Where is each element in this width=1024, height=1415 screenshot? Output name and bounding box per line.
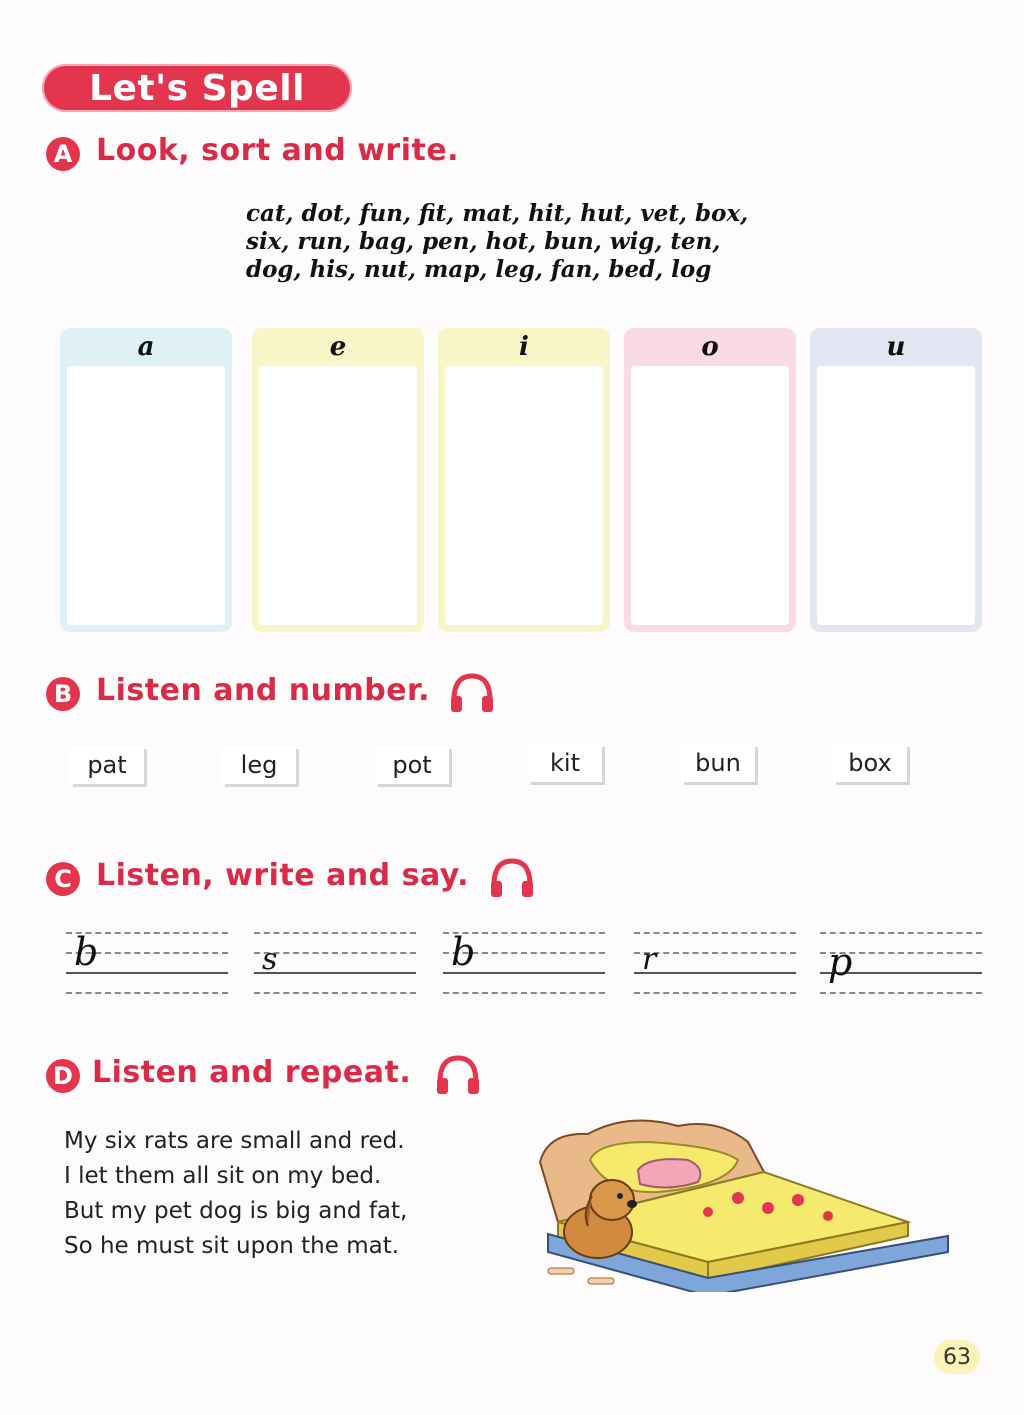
section-d-title: Listen and repeat. <box>92 1055 412 1090</box>
vowel-answer-area[interactable] <box>259 366 417 625</box>
poem <box>64 1124 407 1264</box>
section-b-title: Listen and number. <box>96 673 430 708</box>
vowel-answer-area[interactable] <box>445 366 603 625</box>
writing-line[interactable] <box>820 930 982 996</box>
word-bank-line: dog, his, nut, map, leg, fan, bed, log <box>246 256 712 283</box>
vowel-column-i <box>438 328 610 632</box>
poem-line: But my pet dog is big and fat, <box>64 1198 408 1224</box>
vowel-label: a <box>137 332 155 362</box>
word-card: box <box>833 744 907 782</box>
section-a-title: Look, sort and write. <box>96 133 460 168</box>
section-c-badge: C <box>46 862 80 896</box>
section-b-badge: B <box>46 677 80 711</box>
writing-letter: b <box>74 930 99 974</box>
writing-line[interactable] <box>634 930 796 996</box>
vowel-answer-area[interactable] <box>817 366 975 625</box>
page-title: Let's Spell <box>42 64 352 112</box>
word-card: kit <box>528 744 602 782</box>
word-bank <box>246 200 846 284</box>
poem-line: I let them all sit on my bed. <box>64 1163 382 1189</box>
dog-and-bed-illustration <box>528 1112 958 1292</box>
word-card: bun <box>681 744 755 782</box>
section-d-badge: D <box>46 1059 80 1093</box>
vowel-label: i <box>519 332 529 362</box>
page-number: 63 <box>934 1340 980 1374</box>
vowel-answer-area[interactable] <box>67 366 225 625</box>
word-bank-line: six, run, bag, pen, hot, bun, wig, ten, <box>246 228 721 255</box>
writing-letter: b <box>451 930 476 974</box>
writing-letter: r <box>642 942 657 977</box>
vowel-label: e <box>329 332 347 362</box>
headphones-icon[interactable] <box>488 855 536 899</box>
poem-line: My six rats are small and red. <box>64 1128 405 1154</box>
writing-line[interactable] <box>66 930 228 996</box>
writing-letter: p <box>828 940 853 984</box>
section-c-title: Listen, write and say. <box>96 858 469 893</box>
vowel-column-o <box>624 328 796 632</box>
poem-line: So he must sit upon the mat. <box>64 1233 400 1259</box>
word-card: leg <box>222 746 296 784</box>
headphones-icon[interactable] <box>434 1052 482 1096</box>
writing-letter: s <box>262 942 278 977</box>
vowel-column-u <box>810 328 982 632</box>
vowel-label: o <box>701 332 719 362</box>
section-a-badge: A <box>46 137 80 171</box>
vowel-column-a <box>60 328 232 632</box>
headphones-icon[interactable] <box>448 670 496 714</box>
vowel-column-e <box>252 328 424 632</box>
vowel-answer-area[interactable] <box>631 366 789 625</box>
writing-line[interactable] <box>443 930 605 996</box>
word-card: pat <box>70 746 144 784</box>
word-card: pot <box>375 746 449 784</box>
vowel-label: u <box>886 332 906 362</box>
word-bank-line: cat, dot, fun, fit, mat, hit, hut, vet, box, <box>246 200 749 227</box>
writing-line[interactable] <box>254 930 416 996</box>
